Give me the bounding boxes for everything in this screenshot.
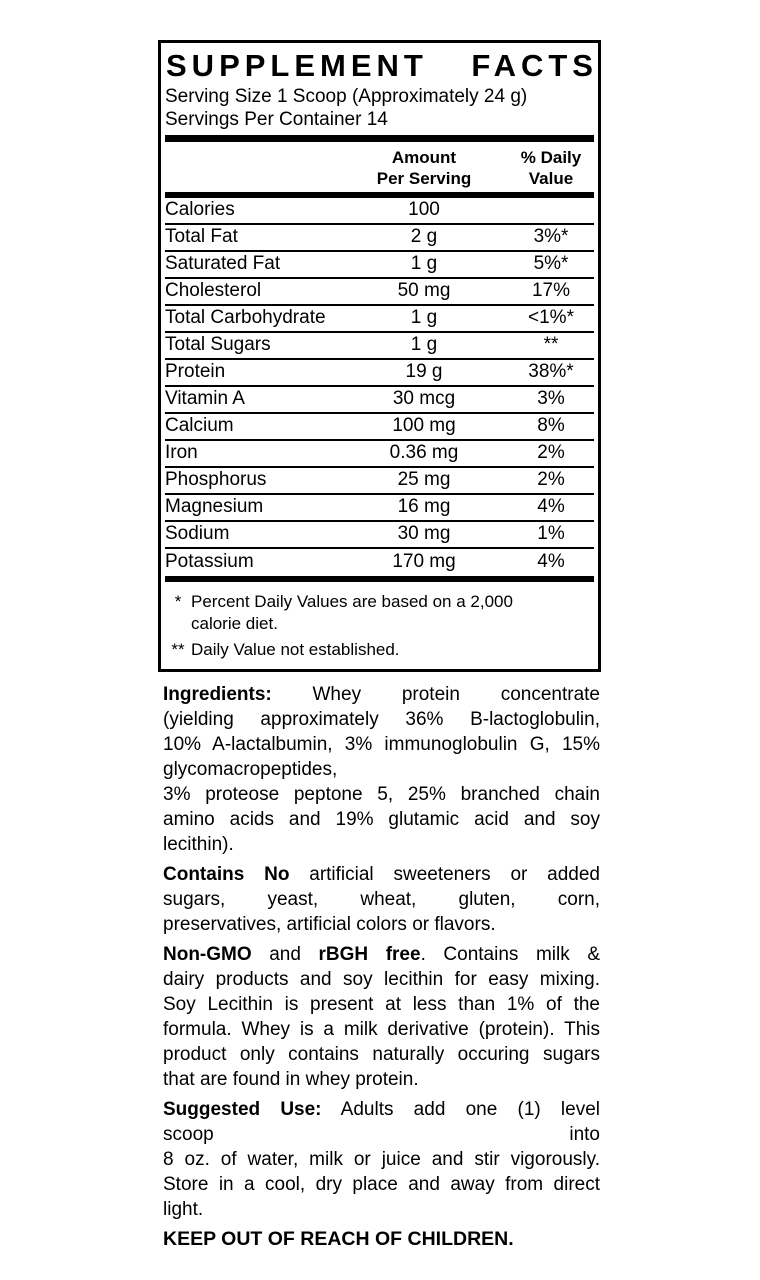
- text-line: preservatives, artificial colors or flavors.: [163, 914, 496, 935]
- nutrient-amount: 30 mcg: [392, 388, 456, 410]
- nutrient-dv: 3%*: [533, 226, 569, 248]
- text-line: (yielding approximately 36% B-lactoglobulin,: [163, 709, 600, 730]
- text-line: lecithin).: [163, 834, 234, 855]
- nutrient-dv: 8%: [537, 415, 565, 437]
- nutrient-row-total-carbohydrate: [165, 306, 594, 333]
- nutrient-dv: 5%*: [533, 253, 569, 275]
- serving-size: Serving Size 1 Scoop (Approximately 24 g): [165, 85, 528, 107]
- ingredients-lead: Ingredients:: [163, 684, 272, 705]
- nutrient-table: [165, 198, 594, 576]
- nutrient-name: Total Fat: [165, 226, 238, 248]
- nutrient-amount: 0.36 mg: [389, 442, 459, 464]
- nutrient-row-sodium: [165, 522, 594, 549]
- nutrient-row-vitamin-a: [165, 387, 594, 414]
- servings-per-container: Servings Per Container 14: [165, 108, 388, 130]
- nutrient-name: Vitamin A: [165, 388, 245, 410]
- nutrient-row-protein: [165, 360, 594, 387]
- amount-per-serving-header: [340, 147, 508, 189]
- nutrient-dv: <1%*: [528, 307, 574, 329]
- daily-value-header: [508, 147, 594, 189]
- nutrient-amount: 1 g: [410, 334, 438, 356]
- text-line: that are found in whey protein.: [163, 1069, 419, 1090]
- rbgh-free-lead: rBGH free: [318, 944, 421, 965]
- text-line: light.: [163, 1199, 204, 1220]
- header-spacer: [165, 147, 340, 189]
- amount-header-line2: Per Serving: [376, 168, 472, 188]
- nutrient-dv: 2%: [537, 469, 565, 491]
- nutrient-name: Total Sugars: [165, 334, 271, 356]
- nutrient-row-calcium: [165, 414, 594, 441]
- panel-title-word1: SUPPLEMENT: [166, 48, 428, 83]
- footnote-marker: *: [174, 591, 182, 611]
- text-line: [163, 1097, 600, 1122]
- contains-no-lead: Contains No: [163, 864, 290, 885]
- nutrient-amount: 2 g: [410, 226, 438, 248]
- suggested-use-paragraph: [163, 1097, 600, 1222]
- nutrient-row-iron: [165, 441, 594, 468]
- footnote-text-line2: calorie diet.: [191, 613, 278, 633]
- nutrient-name: Magnesium: [165, 496, 264, 518]
- text-line: glycomacropeptides,: [163, 759, 338, 780]
- nutrient-name: Potassium: [165, 551, 254, 573]
- supplement-facts-panel: [158, 40, 601, 672]
- text-line: [163, 682, 600, 707]
- nutrient-amount: 1 g: [410, 253, 438, 275]
- footnotes: [165, 582, 594, 669]
- text-segment: and: [251, 944, 319, 965]
- nutrient-name: Cholesterol: [165, 280, 262, 302]
- nutrient-amount: 100 mg: [392, 415, 456, 437]
- nutrient-dv: 1%: [537, 523, 565, 545]
- nutrient-row-magnesium: [165, 495, 594, 522]
- amount-header-line1: Amount: [391, 147, 457, 167]
- nutrient-dv: **: [543, 334, 559, 356]
- nutrient-dv: 38%*: [528, 361, 574, 383]
- text-line: Store in a cool, dry place and away from direct: [163, 1174, 600, 1195]
- footnote-text: Daily Value not established.: [191, 639, 400, 659]
- nutrient-dv: 4%: [537, 551, 565, 573]
- text-line: sugars, yeast, wheat, gluten, corn,: [163, 889, 600, 910]
- nutrient-row-total-sugars: [165, 333, 594, 360]
- nutrient-amount: 19 g: [405, 361, 443, 383]
- footnote-text: [191, 591, 594, 635]
- nutrient-name: Saturated Fat: [165, 253, 281, 275]
- text-line: product only contains naturally occuring sugars: [163, 1044, 600, 1065]
- nutrient-row-potassium: [165, 549, 594, 576]
- text-line: 10% A-lactalbumin, 3% immunoglobulin G, 15%: [163, 734, 600, 755]
- nutrient-name: Iron: [165, 442, 198, 464]
- warning-text: KEEP OUT OF REACH OF CHILDREN.: [163, 1228, 514, 1250]
- text-line: [163, 862, 600, 887]
- text-segment: . Contains milk &: [420, 944, 600, 965]
- text-segment: Adults add one (1) level: [321, 1099, 600, 1120]
- text-line: scoop into: [163, 1124, 600, 1145]
- text-line: amino acids and 19% glutamic acid and soy: [163, 809, 600, 830]
- footnote-text-line1: Percent Daily Values are based on a 2,000: [191, 591, 513, 611]
- footnote-not-established: [165, 639, 594, 661]
- nutrient-name: Total Carbohydrate: [165, 307, 326, 329]
- footnote-marker: **: [171, 639, 185, 659]
- footnote-daily-values: [165, 591, 594, 635]
- nutrient-row-cholesterol: [165, 279, 594, 306]
- text-line: [163, 942, 600, 967]
- nutrient-amount: 16 mg: [397, 496, 451, 518]
- nutrient-row-calories: [165, 198, 594, 225]
- nutrient-name: Calcium: [165, 415, 234, 437]
- panel-title: [165, 43, 598, 85]
- text-segment: artificial sweeteners or added: [289, 864, 600, 885]
- nutrient-dv: 17%: [531, 280, 571, 302]
- text-line: 3% proteose peptone 5, 25% branched chain: [163, 784, 600, 805]
- text-line: 8 oz. of water, milk or juice and stir vigorously.: [163, 1149, 600, 1170]
- text-line: Soy Lecithin is present at less than 1% of the: [163, 994, 600, 1015]
- text-line: dairy products and soy lecithin for easy mixing.: [163, 969, 600, 990]
- nutrient-row-total-fat: [165, 225, 594, 252]
- nutrient-row-phosphorus: [165, 468, 594, 495]
- nutrient-dv: 4%: [537, 496, 565, 518]
- nutrient-amount: 50 mg: [397, 280, 451, 302]
- panel-title-word2: FACTS: [471, 48, 598, 83]
- text-segment: Whey protein concentrate: [271, 684, 600, 705]
- nutrient-dv: 2%: [537, 442, 565, 464]
- nutrient-amount: 1 g: [410, 307, 438, 329]
- text-line: formula. Whey is a milk derivative (protein). This: [163, 1019, 600, 1040]
- dv-header-line2: Value: [528, 168, 574, 188]
- non-gmo-lead: Non-GMO: [163, 944, 252, 965]
- nutrient-row-saturated-fat: [165, 252, 594, 279]
- nutrient-name: Phosphorus: [165, 469, 267, 491]
- nutrient-dv: 3%: [537, 388, 565, 410]
- thick-divider: [165, 135, 594, 142]
- nutrient-name: Sodium: [165, 523, 230, 545]
- non-gmo-paragraph: [163, 942, 600, 1092]
- suggested-use-lead: Suggested Use:: [163, 1099, 322, 1120]
- nutrient-name: Calories: [165, 199, 235, 221]
- dv-header-line1: % Daily: [520, 147, 582, 167]
- ingredients-paragraph: [163, 682, 600, 857]
- label-text-section: [163, 682, 600, 1252]
- nutrient-amount: 170 mg: [392, 551, 456, 573]
- nutrient-amount: 100: [408, 199, 440, 221]
- column-headers: [165, 142, 594, 192]
- nutrient-name: Protein: [165, 361, 226, 383]
- nutrient-amount: 25 mg: [397, 469, 451, 491]
- nutrient-amount: 30 mg: [397, 523, 451, 545]
- contains-no-paragraph: [163, 862, 600, 937]
